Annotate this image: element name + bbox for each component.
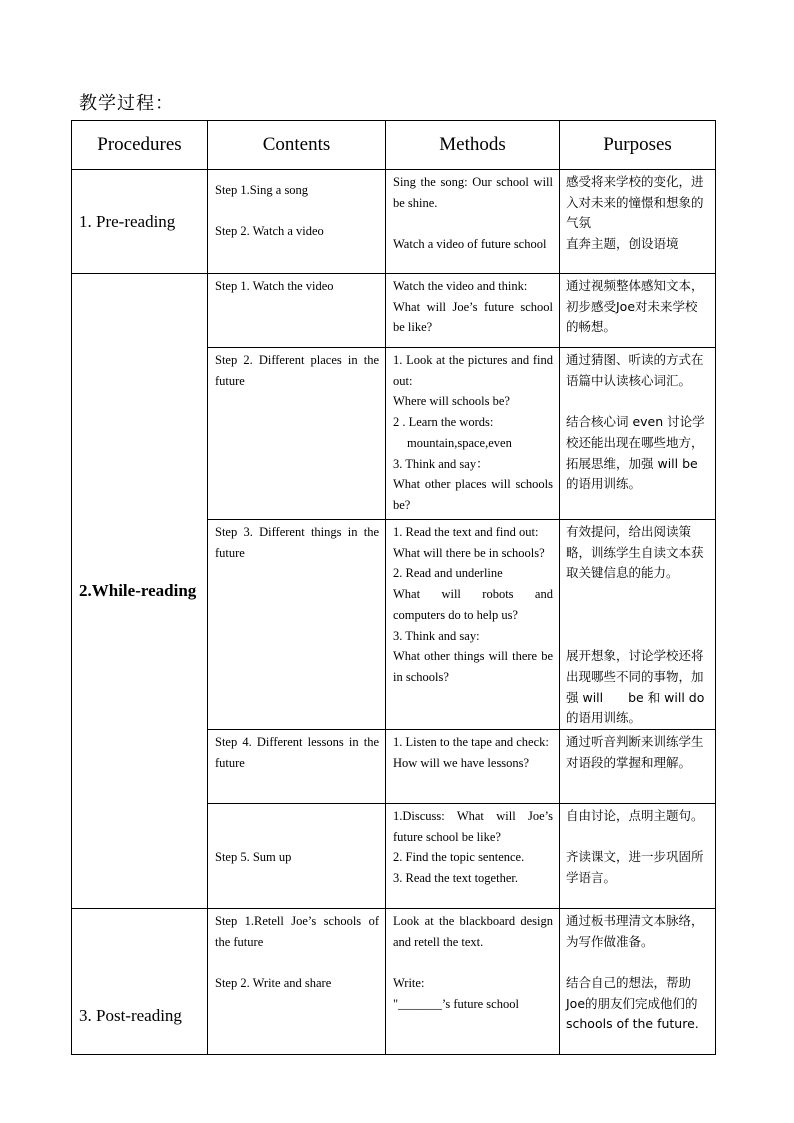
methods-cell: 1.Discuss: What will Joe’s future school be like? 2. Find the topic sentence. 3. Read the text together. (386, 803, 560, 908)
purposes-cell: 通过听音判断来训练学生对语段的掌握和理解。 (560, 729, 716, 803)
methods-cell: Sing the song: Our school will be shine. Watch a video of future school (386, 170, 560, 274)
methods-cell: Watch the video and think: What will Joe’s future school be like? (386, 274, 560, 348)
purposes-cell: 通过视频整体感知文本，初步感受Joe对未来学校的畅想。 (560, 274, 716, 348)
stage-while-reading: 2.While-reading (72, 274, 208, 909)
methods-cell: 1. Listen to the tape and check: How will we have lessons? (386, 729, 560, 803)
contents-cell: Step 2. Different places in the future (208, 348, 386, 520)
contents-cell: Step 1. Watch the video (208, 274, 386, 348)
purposes-cell: 通过板书理清文本脉络，为写作做准备。 结合自己的想法，帮助Joe的朋友们完成他们的 schools of the future. (560, 908, 716, 1054)
table-row (72, 170, 716, 274)
methods-cell: Look at the blackboard design and retell the text. Write: "_______’s future school (386, 908, 560, 1054)
contents-cell: Step 1.Retell Joe’s schools of the future Step 2. Write and share (208, 908, 386, 1054)
contents-cell: Step 4. Different lessons in the future (208, 729, 386, 803)
stage-pre-reading: 1. Pre-reading (72, 170, 208, 274)
stage-post-reading: 3. Post-reading (72, 908, 208, 1054)
col-header-methods: Methods (386, 121, 560, 170)
col-header-procedures: Procedures (72, 121, 208, 170)
table-header-row (72, 121, 716, 170)
contents-cell: Step 1.Sing a song Step 2. Watch a video (208, 170, 386, 274)
purposes-cell: 感受将来学校的变化，进入对未来的憧憬和想象的气氛 直奔主题，创设语境 (560, 170, 716, 274)
contents-cell: Step 3. Different things in the future (208, 520, 386, 730)
col-header-contents: Contents (208, 121, 386, 170)
table-row (72, 274, 716, 348)
purposes-cell: 有效提问，给出阅读策略，训练学生自读文本获取关键信息的能力。 展开想象，讨论学校还将出现哪些不同的事物，加强 will be 和 will do 的语用训练。 (560, 520, 716, 730)
methods-cell: 1. Look at the pictures and find out: Where will schools be? 2 . Learn the words: mountain,space,even 3. Think and say： What other places will schools be? (386, 348, 560, 520)
col-header-purposes: Purposes (560, 121, 716, 170)
purposes-cell: 自由讨论，点明主题句。 齐读课文，进一步巩固所学语言。 (560, 803, 716, 908)
contents-cell: Step 5. Sum up (208, 803, 386, 908)
purposes-cell: 通过猜图、听读的方式在语篇中认读核心词汇。 结合核心词 even 讨论学校还能出现在哪些地方，拓展思维，加强 will be 的语用训练。 (560, 348, 716, 520)
section-heading: 教学过程： (79, 93, 174, 114)
lesson-procedure-table (71, 120, 716, 1055)
table-row (72, 908, 716, 1054)
methods-cell: 1. Read the text and find out: What will there be in schools? 2. Read and underline What will robots and computers do to help us? 3. Think and say: What other things will there be in schools? (386, 520, 560, 730)
